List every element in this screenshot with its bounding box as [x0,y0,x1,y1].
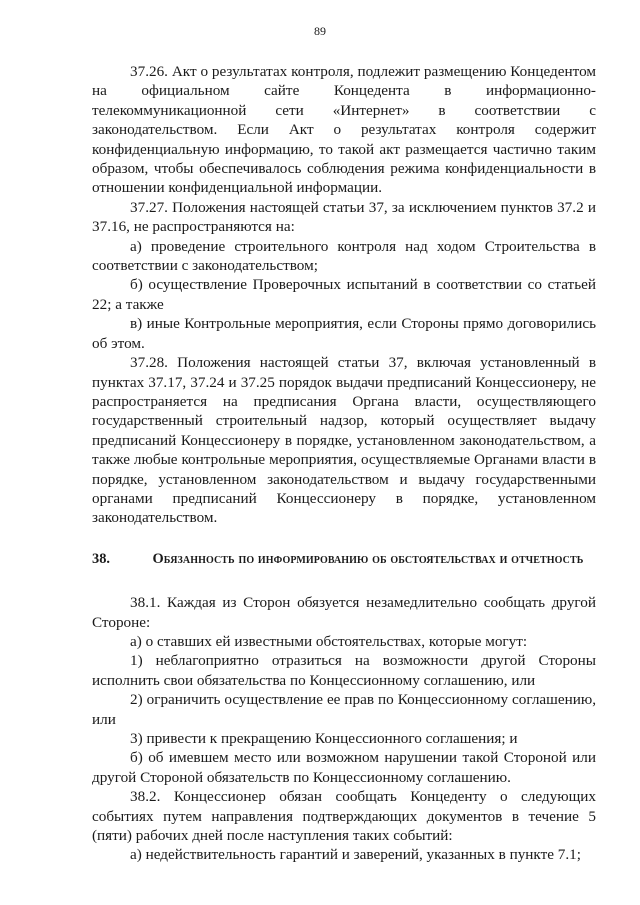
paragraph-37-26: 37.26. Акт о результатах контроля, подлежит размещению Концедентом на официальном сайте Концедента в информационно-телекоммуникационной сети «Интернет» в соответствии с законодательством. Если Акт о результатах контроля содержит конфиденциальную информацию, то такой акт размещается частично таким образом, чтобы обеспечивалось соблюдения режима конфиденциальности в отношении конфиденциальной информации. [92,63,596,197]
article-38 [92,593,596,865]
section-heading-38 [92,550,596,569]
article-37-continuation [92,62,596,528]
list-item-38-1-a-1: 1) неблагоприятно отразиться на возможности другой Стороны исполнить свои обязательства по Концессионному соглашению, или [92,652,596,689]
page-number: 89 [314,24,326,38]
document-body [92,62,596,865]
paragraph-37-28: 37.28. Положения настоящей статьи 37, включая установленный в пунктах 37.17, 37.24 и 37.25 порядок выдачи предписаний Концессионеру, не распространяется на предписания Органа власти, осуществляющего государственный строительный надзор, который осуществляет выдачу предписаний Концессионеру в порядке, установленном законодательством, а также любые контрольные мероприятия, осуществляемые Органами власти в порядке, установленном законодательством и выдачу государственными органами предписаний Концессионеру в порядке, установленном законодательством. [92,354,596,527]
list-item-38-1-b: б) об имевшем место или возможном нарушении такой Стороной или другой Стороной обязательств по Концессионному соглашению. [92,749,596,786]
paragraph-37-27: 37.27. Положения настоящей статьи 37, за исключением пунктов 37.2 и 37.16, не распространяются на: [92,198,596,236]
paragraph-38-2: 38.2. Концессионер обязан сообщать Концеденту о следующих событиях путем направления подтверждающих документов в течение 5 (пяти) рабочих дней после наступления таких событий: [92,788,596,845]
list-item-38-2-a: а) недействительность гарантий и заверений, указанных в пункте 7.1; [130,846,581,864]
list-item-38-1-a-3: 3) привести к прекращению Концессионного соглашения; и [130,730,518,747]
list-item-37-27-b: б) осуществление Проверочных испытаний в соответствии со статьей 22; а также [92,276,596,313]
list-item-38-1-a-2: 2) ограничить осуществление ее прав по Концессионному соглашению, или [92,691,596,728]
list-item-38-1-a: а) о ставших ей известными обстоятельствах, которые могут: [130,632,528,650]
section-title: Обязанность по информированию об обстоятельствах и отчетность [152,550,584,567]
paragraph-38-1: 38.1. Каждая из Сторон обязуется незамедлительно сообщать другой Стороне: [92,594,596,631]
section-number: 38. [92,550,110,567]
list-item-37-27-a: а) проведение строительного контроля над ходом Строительства в соответствии с законодательством; [92,237,596,275]
list-item-37-27-c: в) иные Контрольные мероприятия, если Стороны прямо договорились об этом. [92,315,596,352]
